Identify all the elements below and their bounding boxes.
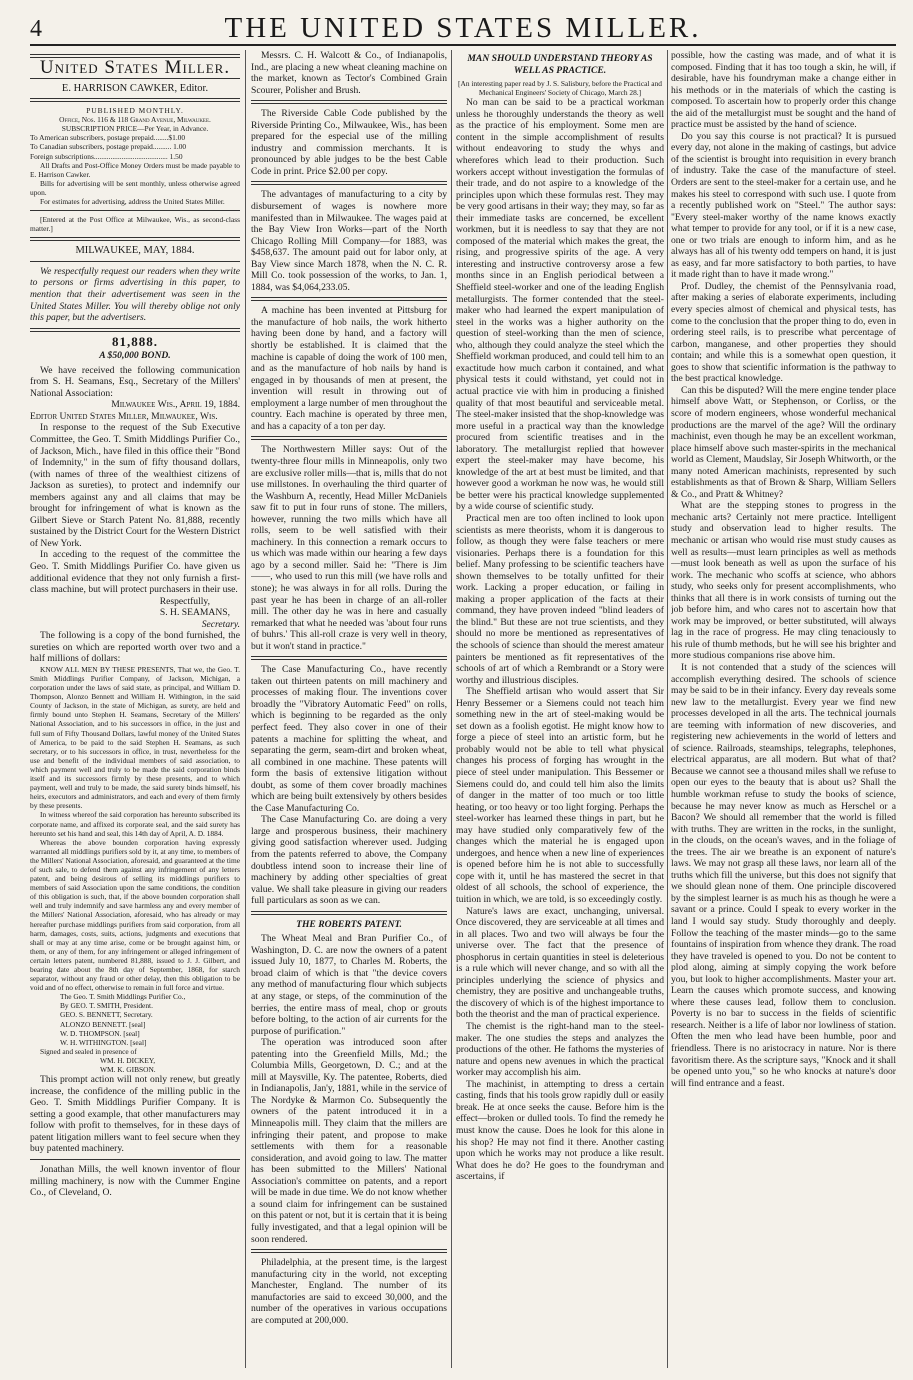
divider xyxy=(30,98,240,102)
mills-paragraph: Jonathan Mills, the well known inventor of flour milling machinery, is now with the Cummer Engine Co., of Cleveland, O. xyxy=(30,1163,240,1199)
bond-intro: We have received the following communication from S. H. Seamans, Esq., Secretary of the Millers' National Association: xyxy=(30,364,240,399)
roberts-heading: THE ROBERTS PATENT. xyxy=(296,918,402,930)
divider xyxy=(251,436,447,440)
divider xyxy=(30,261,240,262)
case-business-paragraph: The Case Manufacturing Co. are doing a very large and prosperous business, their machinery giving good satisfaction wherever used. Judging from the patents referred to above, the Company doubtless intend soon to increase their line of machinery by adding other specialties of great value. We shall take pleasure in giving our readers full particulars as soon as we can. xyxy=(251,814,447,907)
manufacturing-wages-paragraph: The advantages of manufacturing to a city by disbursement of wages is nowhere more manifested than in Milwaukee. The wages paid at the Bay View Iron Works—part of the North Chicago Rolling Mill Company—for 1883, was $458,637. The amount paid out for labor only, at Bay View since March 1878, when the N. C. R. Mill Co. took possession of the works, to Jan. 1, 1884, was $4,064,233.05. xyxy=(251,189,447,293)
cable-code-paragraph: The Riverside Cable Code published by the Riverside Printing Co., Milwaukee, Wis., has been prepared for the especial use of the milling industry and commission merchants. It is pronounced by able judges to be the best Cable Code in print. Price $2.00 per copy. xyxy=(251,108,447,177)
company-president: By GEO. T. SMITH, President. xyxy=(60,1001,153,1011)
office-address: Office, Nos. 116 & 118 Grand Avenue, Milwaukee. xyxy=(59,115,211,125)
theory-paragraph: possible, how the casting was made, and of what it is composed. Finding that it has too tough a skin, he will, if desirable, have his foundryman make a change either in his methods or in the materials of which the casting is composed. To ascertain how to properly order this change the aid of the metallurgist must be sought and the hand of practice must be assisted by the hand of science. xyxy=(671,50,896,131)
letter-paragraph: In response to the request of the Sub Executive Committee, the Geo. T. Smith Middlings Purifier Co., of Jackson, Mich., have filed in this office their "Bond of Indemnity," in the sum of fifty thousand dollars, (with names of three of the wealthiest citizens of Jackson as sureties), to protect and indemnify our members against any and all claims that may be brought for infringement of what is known as the Gilbert Sieve or Starch Patent No. 81,888, recently sustained by the District Court for the Western District of New York. xyxy=(30,422,240,549)
subscription-price: SUBSCRIPTION PRICE—Per Year, in Advance. xyxy=(61,124,209,134)
walcott-paragraph: Messrs. C. H. Walcott & Co., of Indianapolis, Ind., are placing a new wheat cleaning machine on the market, known as Tector's Combined Grain Scourer, Polisher and Brush. xyxy=(251,50,447,96)
column-rule xyxy=(667,50,668,1368)
reader-request: We respectfully request our readers when they write to persons or firms advertising in this paper, to mention that their advertisement was seen in the United States Miller. You will thereby oblige not only this paper, but the advertisers. xyxy=(30,265,240,324)
theory-paragraph: What are the stepping stones to progress in the mechanic arts? Certainly not mere practice. Intelligent study and observation lead to higher results. The mechanic or artisan who would rise must study causes as well as results—must learn principles as well as methods—must look beneath as well as upon the surface of his work. The mechanic who scoffs at science, who abhors study, who seeks only for present accomplishments, who thinks that all there is in work consists of turning out the job before him, and who cares not to ascertain how that work may be improved, or better substituted, will always lag in the race of progress. He may cling tenaciously to his rule of thumb methods, but he will see his brighter and more studious companions rise above him. xyxy=(671,500,896,662)
theory-paragraph: The chemist is the right-hand man to the steel-maker. The one studies the steps and analyzes the productions of the other. He fathoms the mysteries of nature and opens new avenues in which the practical worker may accomplish his aim. xyxy=(456,1021,664,1079)
theory-paragraph: Can this be disputed? Will the mere engine tender place himself above Watt, or Stephenson, or Corliss, or the score of modern engineers, whose wonderful mechanical productions are the marvel of the age? Will the ordinary machinist, even though he may be an excellent workman, place himself above such master-spirits in the mechanical world as Clement, Maudslay, Sir Joseph Whitworth, or the many noted American machinists, represented by such establishments as that of Brown & Sharp, William Sellers & Co., and Pratt & Whitney? xyxy=(671,384,896,500)
paper-title: THE UNITED STATES MILLER. xyxy=(224,12,702,44)
letter-close: Respectfully, xyxy=(159,595,210,607)
surety-signature: W. D. THOMPSON. [seal] xyxy=(60,1028,140,1038)
signed-presence: Signed and sealed in presence of xyxy=(40,1046,137,1056)
divider xyxy=(30,1159,240,1160)
column-rule xyxy=(451,50,452,1368)
theory-paragraph: Nature's laws are exact, unchanging, universal. Once discovered, they are serviceable at all times and in all places. Two and two will always be four the universe over. The fact that the presence of phosphorus in certain quantities in steel is deleterious is a rule which will never change, and so with all the principles underlying the science of physics and chemistry, they are positive and unchangeable truths, the discovery of which is of the highest importance to both the theorist and the man of practical experience. xyxy=(456,905,664,1021)
letter-signer-title: Secretary. xyxy=(201,618,240,630)
remit-note: All Drafts and Post-Office Money Orders must be made payable to E. Harrison Cawker. xyxy=(30,160,240,179)
rate-canadian: To Canadian subscribers, postage prepaid.......... 1.00 xyxy=(30,142,187,152)
divider xyxy=(251,656,447,660)
divider xyxy=(30,328,240,332)
theory-paragraph: No man can be said to be a practical workman unless he thoroughly understands the theory as well as the practice of his employment. Some men are content in the simple accomplishment of results without endeavoring to study the whys and wherefores which lead to their production. Such workers accept without investigation the formulas of their trade, and do not aspire to a knowledge of the principles upon which these formulas rest. They may be very good artisans in their way; they may, so far as their immediate tasks are concerned, be excellent workmen, but it is needless to say that they are not composed of the material which makes the great, the rising, and progressive spirits of the age. A very interesting and instructive controversy arose a few months since in an English periodical between a Sheffield steel-worker and one of the leading English metallurgists. The former contended that the steel-maker who had learned the expert manipulation of steel in the works was a higher authority on the question of steel-working than the men of science, who, although they could analyze the steel which the Sheffield workman produced, and could tell him to an exactitude how much carbon it contained, and what physical tests it could withstand, yet could not in actual practice vie with him in producing a finished quality of that most beautiful and serviceable metal. The steel-maker insisted that the shop-knowledge was more useful in a practical way than the knowledge procured from scientific treatises and in the laboratory. The metallurgist replied that however expert the steel-maker may have become, his knowledge of the art at best must be limited, and that however good a workman he now was, he would still be better were his practical knowledge supplemented by a wide course of scientific study. xyxy=(456,97,664,513)
column-1 xyxy=(30,50,240,1370)
article-number-heading: 81,888. xyxy=(112,333,158,349)
theory-paragraph: It is not contended that a study of the sciences will accomplish everything desired. The schools of science may be said to be in their infancy. Every day reveals some new law to the metallurgist. Every year we find new processes developed in all the arts. The technical journals are teeming with information of new discoveries, and registering new achievements in the world of letters and of science. Railroads, steamships, telegraphs, telephones, electrical apparatus, are all modern. But what of that? Because we cannot see a thousand miles shall we refuse to open our eyes to the beauty that is about us? Shall the humble workman refuse to study the books of science, because he may never know as much as Herschel or a Bacon? We should all remember that the world is filled with truths. They are written in the rocks, in the sunlight, in the clouds, on the ocean's waves, and in the foliage of the trees. The air we breathe is an exponent of nature's laws. We may not grasp all these laws, nor learn all of the truths which fill the universe, but this does not signify that we should glean none of them. One principle discovered by the simplest learner is as much his as though he were a savant or a prince. Could I speak to every worker in the land I would say study. Study thoroughly and deeply. Follow the teaching of the master minds—go to the same fountains of inspiration from whence they drank. The road they have traveled is opened to you. Do not be content to plod along, aiming at simply copying the work before you, but look to higher accomplishments. Master your art. Learn the causes which promote success, and knowing where these causes lead, follow them to conclusion. Poverty is no bar to success in the fields of scientific research. Neither is a life of labor nor lowliness of station. Often the men who lead have been humble, poor and friendless. There is no aristocracy in nature. Nor is there favoritism there. As the scripture says, "Knock and it shall be opened unto you," so he who knocks at nature's door will find entrance and a feast. xyxy=(671,661,896,1089)
theory-paragraph: Practical men are too often inclined to look upon scientists as mere theorists, whom it is dangerous to follow, as though they were false teachers or mere visionaries. Perhaps there is a foundation for this belief. Many professing to be scientific teachers have shown themselves to be totally unfitted for their work. Lacking a proper education, or failing in making a proper application of the facts at their command, they have proven indeed "blind leaders of the blind." But these are not true scientists, and they should no more be mentioned as representatives of the schools of science than should the merest amateur painters be mentioned as fit representatives of the schools of art of which a Rembrandt or a Story were worthy and illustrious disciples. xyxy=(456,512,664,686)
column-2 xyxy=(251,50,447,1370)
bond-whereas: Whereas the above bounden corporation having expressly warranted all middlings purifiers sold by it, at any time, to members of the Millers' National Association, aforesaid, and guaranteed at the time of such sale, to defend them against any infringement of any letters patent, and being desirous of selling its middlings purifiers to members of said Association upon the same conditions, the condition of this obligation is such, that, if the above bounden corporation shall well and truly indemnify and save harmless any and every member of the Millers' National Association, aforesaid, who has already or may hereafter purchase middlings purifiers from said corporation, from all harm, damages, costs, suits, actions, judgments and executions that shall or may at any time arise, come or be brought against him, or them, or any of them, for any infringement or alleged infringement of certain letters patent, numbered 81,888, issued to J. J. Gilbert, and bearing date about the 8th day of September, 1868, for starch separator, without any fraud or other delay, then this obligation to be void and of no effect, otherwise to remain in full force and virtue. xyxy=(30,837,240,993)
roberts-paragraph: The Wheat Meal and Bran Purifier Co., of Washington, D. C. are now the owners of a patent issued July 10, 1877, to Charles M. Roberts, the broad claim of which is that "the device covers any method of manufacturing flour which subjects at any stage, or steps, of the comminution of the berries, the entire mass of meal, chop or grouts before bolting, to the action of air currents for the purpose of purification." xyxy=(251,933,447,1037)
page-number: 4 xyxy=(30,16,42,42)
rate-american: To American subscribers, postage prepaid........$1.00 xyxy=(30,133,186,143)
editor-line: E. HARRISON CAWKER, Editor. xyxy=(61,82,209,94)
divider xyxy=(251,1249,447,1253)
letter-date: Milwaukee Wis., April 19, 1884. xyxy=(111,399,240,411)
pittsburg-paragraph: A machine has been invented at Pittsburg for the manufacture of hob nails, the work hitherto having been done by hand, and a factory will shortly be established. It is claimed that the machine is capable of doing the work of 100 men, and as the manufacture of hob nails by hand is engaged in by thousands of men at present, the invention will result in throwing out of employment a large number of men throughout the country. Each machine is operated by three men, and has a capacity of a ton per day. xyxy=(251,305,447,432)
column-rule xyxy=(245,50,246,1368)
philadelphia-paragraph: Philadelphia, at the present time, is the largest manufacturing city in the world, not excepting Manchester, England. The number of its manufactories are said to exceed 30,000, and the number of the operatives in various occupations are computed at 200,000. xyxy=(251,1257,447,1326)
estimates-note: For estimates for advertising, address the United States Miller. xyxy=(40,197,225,207)
theory-article-heading: MAN SHOULD UNDERSTAND THEORY AS WELL AS PRACTICE. xyxy=(467,53,653,76)
bills-note: Bills for advertising will be sent monthly, unless otherwise agreed upon. xyxy=(30,178,240,197)
divider xyxy=(30,237,240,241)
frequency: PUBLISHED MONTHLY. xyxy=(86,106,184,116)
theory-paragraph: Prof. Dudley, the chemist of the Pennsylvania road, after making a series of elaborate experiments, including every species almost of chemical and physical tests, has come to the conclusion that the proper thing to do, even in ordering steel rails, is to prescribe what percentage of carbon, manganese, and other properties they should contain; and while this is a somewhat open question, it goes to show that scientific information is the pathway to the best practical knowledge. xyxy=(671,280,896,385)
rate-foreign: Foreign subscriptions........................................ 1.50 xyxy=(30,151,183,161)
bond-text: KNOW ALL MEN BY THESE PRESENTS, That we, the Geo. T. Smith Middlings Purifier Company, of Jackson, Michigan, a corporation under the laws of said state, as principal, and William D. Thompson, Alonzo Bennett and William H. Withington, in the said County of Jackson, in the state of Michigan, as surety, are held and firmly bound unto Stephen H. Seamans, Secretary of the Millers' National Association, and to his successors in office, in the just and full sum of Fifty Thousand Dollars, lawful money of the United States of America, to be paid to the said Stephen H. Seamans, as such secretary, or to his successors in office, in trust, nevertheless for the use and benefit of the individual members of said association, to which payment well and truly to be made the said corporation binds itself and its successors firmly by these presents, and to which payment, well and truly to be made, the said surety binds himself, his heirs, executors and administrators, and each and every of them firmly by these presents. xyxy=(30,664,240,811)
theory-paragraph: Do you say this course is not practical? It is pursued every day, not alone in the making of castings, but advice of the scientist is brought into requisition in every branch of industry. Take the case of the manufacture of steel. Orders are sent to the steel-maker for a certain use, and he makes his steel to correspond with such use. I quote from a recently published work on "Steel." The author says: "Every steel-maker worthy of the name knows exactly what temper to provide for any tool, or if it is a new case, one or two trials are enough to inform him, and as he always has all of his twenty odd tempers on hand, it is just as easy, and far more satisfactory to both parties, to have it made right than to have it made wrong." xyxy=(671,130,896,281)
surety-signature: W. H. WITHINGTON. [seal] xyxy=(60,1037,147,1047)
column-4 xyxy=(671,50,896,1370)
theory-article-subhead: [An interesting paper read by J. S. Salisbury, before the Practical and Mechanical Engineers' Society of Chicago, March 28.] xyxy=(458,79,662,98)
divider xyxy=(251,100,447,104)
masthead xyxy=(30,10,896,46)
letter-paragraph: In acceding to the request of the committee the Geo. T. Smith Middlings Purifier Co. have given us additional evidence that they not only furnish a first-class machine, but will protect purchasers in their use. xyxy=(30,549,240,596)
surety-signature: ALONZO BENNETT. [seal] xyxy=(60,1019,146,1029)
divider xyxy=(251,911,447,915)
bond-witness: In witness whereof the said corporation has hereunto subscribed its corporate name, and affixed its corporate seal, and the said surety has hereunto set his hand and seal, this 14th day of April, A. D. 1884. xyxy=(30,810,240,838)
divider xyxy=(251,297,447,301)
theory-paragraph: The machinist, in attempting to dress a certain casting, finds that his tools grow rapidly dull or easily break. He at once seeks the cause. Before him is the effect—broken or dulled tools. To find the remedy he must know the cause. Does he look for this alone in his shop? He may not find it there. Another casting upon which he works may not produce a like result. What does he do? He goes to the foundryman and ascertains, if xyxy=(456,1078,664,1183)
letter-recipient: Editor United States Miller, Milwaukee, Wis. xyxy=(30,410,218,422)
witness-signature: WM. H. DICKEY, xyxy=(100,1055,156,1065)
case-patents-paragraph: The Case Manufacturing Co., have recently taken out thirteen patents on mill machinery and processes of making flour. The inventions cover broadly the "Vibratory Automatic Feed" on rolls, which is beginning to be regarded as the only perfect feed. They also cover in one of their patents a machine for splitting the wheat, and separating the germ, seam-dirt and broken wheat, all combined in one machine. These patents will form the basis of extensive litigation without doubt, as some of them cover broadly machines which are being built extensively by others besides the Case Manufacturing Co. xyxy=(251,664,447,814)
company-secretary: GEO. S. BENNETT, Secretary. xyxy=(60,1010,153,1020)
publication-name: United States Miller. xyxy=(39,57,231,78)
column-3 xyxy=(456,50,664,1370)
northwestern-miller-paragraph: The Northwestern Miller says: Out of the twenty-three flour mills in Minneapolis, only two are exclusive roller mills—that is, mills that do not use millstones. In overhauling the third quarter of the Washburn A, recently, Head Miller McDaniels saw fit to put in four runs of stone. The millers, however, running the two mills which have all rolls, seem to be well satisfied with their machinery. In this connection a remark occurs to us which was made within our hearing a few days ago by a second miller. Said he: "There is Jim ——, who used to run this mill (we have rolls and stone); he was always in for all rolls. During the past year he has been in charge of an all-roller mill. The other day he was in here and casually remarked that what he needed was 'about four runs of buhrs.' This all-roll craze is very well in theory, but it won't stand in practice." xyxy=(251,444,447,652)
roberts-operation-paragraph: The operation was introduced soon after patenting into the Greenfield Mills, Md.; the Columbia Mills, Georgetown, D. C.; and at the mill at Maysville, Ky. The patentee, Roberts, died in Indianapolis, Jan'y, 1881, while in the service of The Nordyke & Marmon Co. Subsequently the owners of the patent introduced it in a Minneapolis mill. They claim that the millers are infringing their patent, and propose to make settlements with them for a reasonable consideration, and avoid going to law. The matter has been submitted to the Millers' National Association's committee on patents, and a report will be made in due time. We do not know whether a sound claim for infringement can be sustained on this patent or not, but it is certain that it is being fully investigated, and that a legal opinion will be soon rendered. xyxy=(251,1037,447,1245)
theory-paragraph: The Sheffield artisan who would assert that Sir Henry Bessemer or a Siemens could not teach him something new in the art of steel-making would be set down as a foolish egotist. He might know how to forge a piece of steel into an artistic form, but he probably would not be able to tell what physical changes his process of forging has wrought in the piece of steel under manipulation. This Bessemer or Siemens could do, and could tell him also the limits of danger in the matter of too much or too little heating, or too heavy or too light forging. Perhaps the steel-worker has learned these things in part, but he may have studied only comparatively few of the changes which the material he is engaged upon undergoes, and hence when a new line of experiences is opened before him he is not able to successfully cope with it, until he has mastered the secret in that oldest of all schools, the school of experience, the tuition in which, we are told, is so exceedingly costly. xyxy=(456,686,664,906)
entered-note: [Entered at the Post Office at Milwaukee, Wis., as second-class matter.] xyxy=(30,215,240,234)
company-name: The Geo. T. Smith Middlings Purifier Co., xyxy=(60,992,186,1002)
letter-signature: S. H. SEAMANS, xyxy=(159,607,230,619)
bond-copy-intro: The following is a copy of the bond furnished, the sureties on which are reported worth over two and a half millions of dollars: xyxy=(30,630,240,665)
divider xyxy=(30,210,240,211)
bond-heading: A $50,000 BOND. xyxy=(99,350,171,362)
witness-signature: WM. K. GIBSON. xyxy=(100,1065,156,1075)
dateline: MILWAUKEE, MAY, 1884. xyxy=(75,245,195,257)
prompt-action-paragraph: This prompt action will not only renew, but greatly increase, the confidence of the milling public in the Geo. T. Smith Middlings Purifier Company. It is setting a good example, that other manufacturers may follow with profit to themselves, for in these days of patent litigation millers want to feel secure when they buy patented machinery. xyxy=(30,1074,240,1155)
divider xyxy=(251,181,447,185)
